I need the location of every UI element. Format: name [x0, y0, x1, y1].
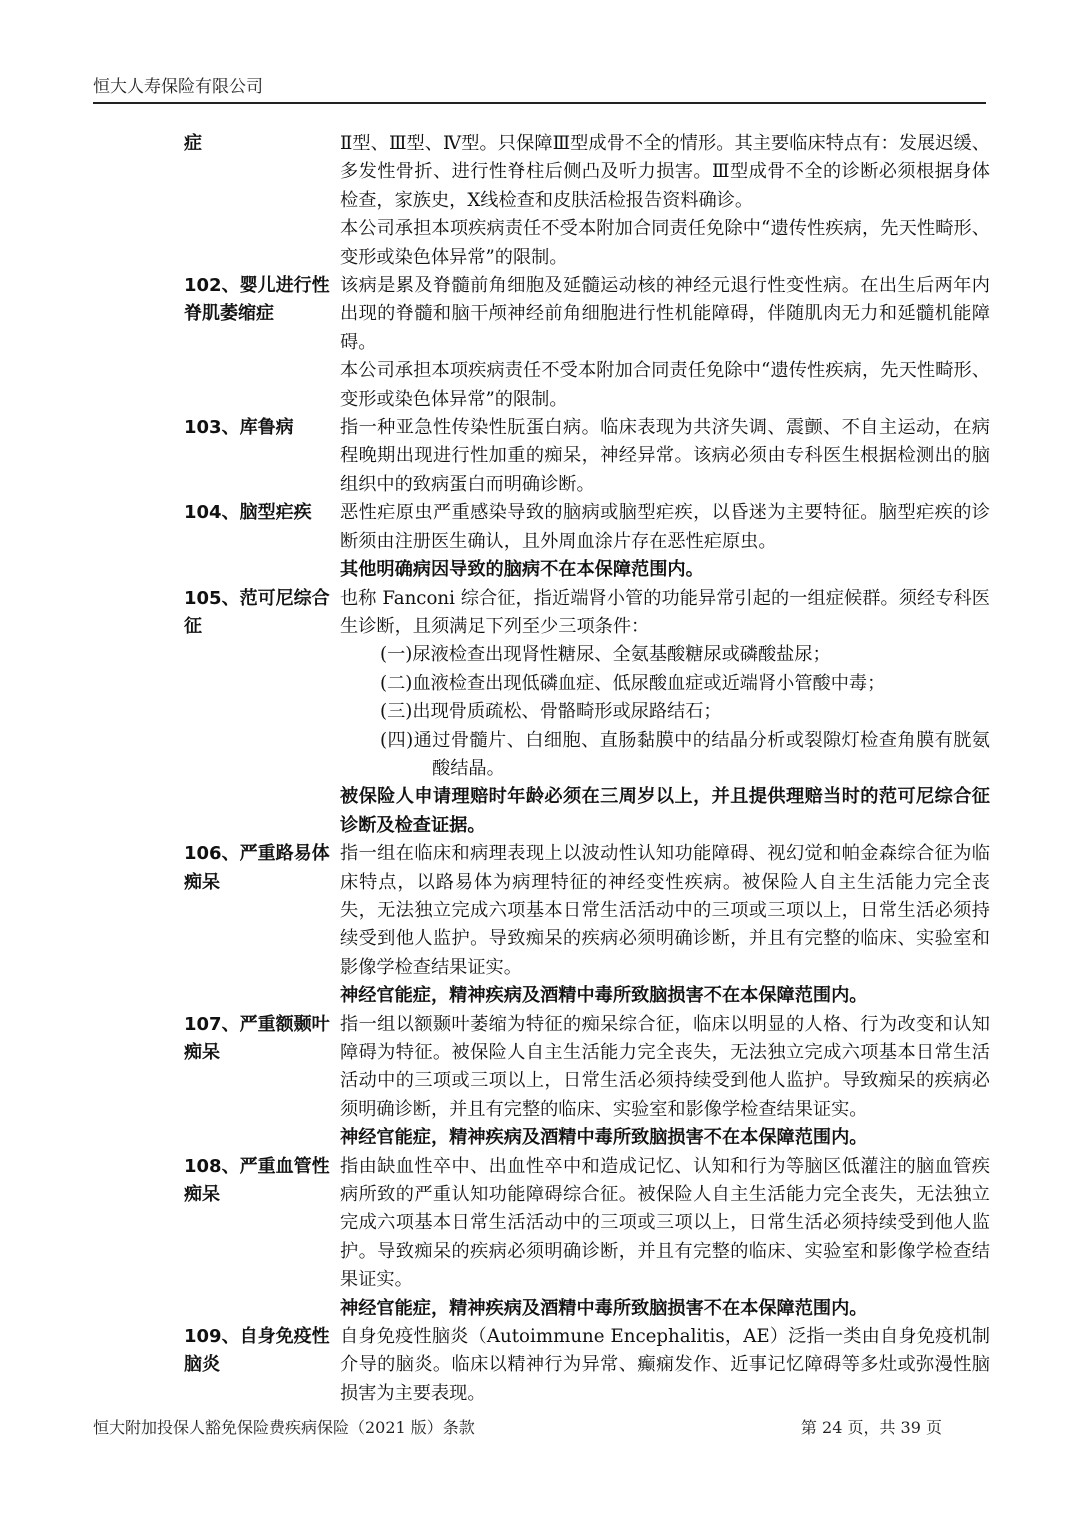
condition-item	[340, 727, 990, 784]
clause-item	[184, 499, 990, 584]
page-footer	[93, 1416, 986, 1440]
clause-paragraph: 本公司承担本项疾病责任不受本附加合同责任免除中“遗传性疾病，先天性畸形、变形或染色体异常”的限制。	[340, 218, 990, 268]
clause-paragraph: 自身免疫性脑炎（Autoimmune Encephalitis，AE）泛指一类由自身免疫机制介导的脑炎。临床以精神行为异常、癫痫发作、近事记忆障碍等多灶或弥漫性脑损害为主要表现。	[340, 1326, 990, 1404]
clause-term: 105、范可尼综合征	[184, 587, 330, 637]
clause-term: 106、严重路易体痴呆	[184, 843, 330, 893]
clause-description	[340, 272, 990, 414]
condition-text: (一)尿液检查出现肾性糖尿、全氨基酸糖尿或磷酸盐尿；	[380, 644, 831, 666]
clause-item	[184, 130, 990, 272]
clause-item	[184, 1153, 990, 1323]
clause-item	[184, 585, 990, 841]
clause-paragraph: 指一组以额颞叶萎缩为特征的痴呆综合征，临床以明显的人格、行为改变和认知障碍为特征。被保险人自主生活能力完全丧失，无法独立完成六项基本日常生活活动中的三项或三项以上，日常生活必须持续受到他人监护。导致痴呆的疾病必须明确诊断，并且有完整的临床、实验室和影像学检查结果证实。	[340, 1013, 990, 1120]
exclusion-note: 神经官能症，精神疾病及酒精中毒所致脑损害不在本保障范围内。	[340, 1297, 868, 1319]
clause-paragraph: 指一种亚急性传染性朊蛋白病。临床表现为共济失调、震颤、不自主运动，在病程晚期出现进行性加重的痴呆，神经异常。该病必须由专科医生根据检测出的脑组织中的致病蛋白而明确诊断。	[340, 417, 990, 495]
clause-paragraph: 本公司承担本项疾病责任不受本附加合同责任免除中“遗传性疾病，先天性畸形、变形或染色体异常”的限制。	[340, 360, 990, 410]
condition-item	[340, 641, 990, 669]
exclusion-note: 其他明确病因导致的脑病不在本保障范围内。	[340, 559, 704, 581]
clause-item	[184, 840, 990, 1010]
company-name: 恒大人寿保险有限公司	[93, 77, 263, 97]
clause-term: 107、严重额颞叶痴呆	[184, 1013, 330, 1063]
clause-paragraph: 指由缺血性卒中、出血性卒中和造成记忆、认知和行为等脑区低灌注的脑血管疾病所致的严重认知功能障碍综合征。被保险人自主生活能力完全丧失，无法独立完成六项基本日常生活活动中的三项或三项以上，日常生活必须持续受到他人监护。导致痴呆的疾病必须明确诊断，并且有完整的临床、实验室和影像学检查结果证实。	[340, 1155, 990, 1291]
clause-term: 症	[184, 133, 202, 154]
exclusion-note: 神经官能症，精神疾病及酒精中毒所致脑损害不在本保障范围内。	[340, 1127, 868, 1149]
page-header	[93, 76, 986, 104]
clause-paragraph: 恶性疟原虫严重感染导致的脑病或脑型疟疾，以昏迷为主要特征。脑型疟疾的诊断须由注册医生确认，且外周血涂片存在恶性疟原虫。	[340, 502, 990, 552]
condition-item	[340, 698, 990, 726]
clause-description	[340, 1323, 990, 1408]
clause-term: 108、严重血管性痴呆	[184, 1155, 330, 1206]
clause-list	[184, 130, 990, 1408]
clause-description	[340, 1011, 990, 1153]
clause-term: 103、库鲁病	[184, 417, 294, 439]
exclusion-note: 神经官能症，精神疾病及酒精中毒所致脑损害不在本保障范围内。	[340, 985, 868, 1007]
clause-description	[340, 840, 990, 1010]
clause-description	[340, 585, 990, 841]
clause-item	[184, 1323, 990, 1408]
clause-paragraph: 该病是累及脊髓前角细胞及延髓运动核的神经元退行性变性病。在出生后两年内出现的脊髓和脑干颅神经前角细胞进行性机能障碍，伴随肌肉无力和延髓机能障碍。	[340, 275, 990, 353]
condition-text: (四)通过骨髓片、白细胞、直肠黏膜中的结晶分析或裂隙灯检查角膜有胱氨酸结晶。	[380, 729, 990, 779]
clause-term: 104、脑型疟疾	[184, 502, 312, 524]
clause-item	[184, 1011, 990, 1153]
page-number: 第 24 页，共 39 页	[800, 1418, 942, 1437]
clause-paragraph: 指一组在临床和病理表现上以波动性认知功能障碍、视幻觉和帕金森综合征为临床特点，以路易体为病理特征的神经变性疾病。被保险人自主生活能力完全丧失，无法独立完成六项基本日常生活活动中的三项或三项以上，日常生活必须持续受到他人监护。导致痴呆的疾病必须明确诊断，并且有完整的临床、实验室和影像学检查结果证实。	[340, 843, 990, 978]
clause-term: 102、婴儿进行性脊肌萎缩症	[184, 275, 330, 325]
condition-text: (二)血液检查出现低磷血症、低尿酸血症或近端肾小管酸中毒；	[380, 672, 886, 694]
clause-paragraph: 也称 Fanconi 综合征，指近端肾小管的功能异常引起的一组症候群。须经专科医生诊断，且须满足下列至少三项条件：	[340, 587, 990, 637]
clause-item	[184, 414, 990, 499]
clause-description	[340, 499, 990, 584]
exclusion-note: 被保险人申请理赔时年龄必须在三周岁以上，并且提供理赔当时的范可尼综合征诊断及检查证据。	[340, 786, 990, 836]
clause-description	[340, 130, 990, 272]
clause-description	[340, 1153, 990, 1323]
clause-paragraph: Ⅱ型、Ⅲ型、Ⅳ型。只保障Ⅲ型成骨不全的情形。其主要临床特点有：发展迟缓、多发性骨折、进行性脊柱后侧凸及听力损害。Ⅲ型成骨不全的诊断必须根据身体检查，家族史，X线检查和皮肤活检报告资料确诊。	[340, 133, 990, 211]
document-title: 恒大附加投保人豁免保险费疾病保险（2021 版）条款	[93, 1418, 475, 1437]
clause-description	[340, 414, 990, 499]
clause-term: 109、自身免疫性脑炎	[184, 1326, 330, 1376]
condition-text: (三)出现骨质疏松、骨骼畸形或尿路结石；	[380, 701, 722, 723]
clause-item	[184, 272, 990, 414]
condition-item	[340, 670, 990, 698]
